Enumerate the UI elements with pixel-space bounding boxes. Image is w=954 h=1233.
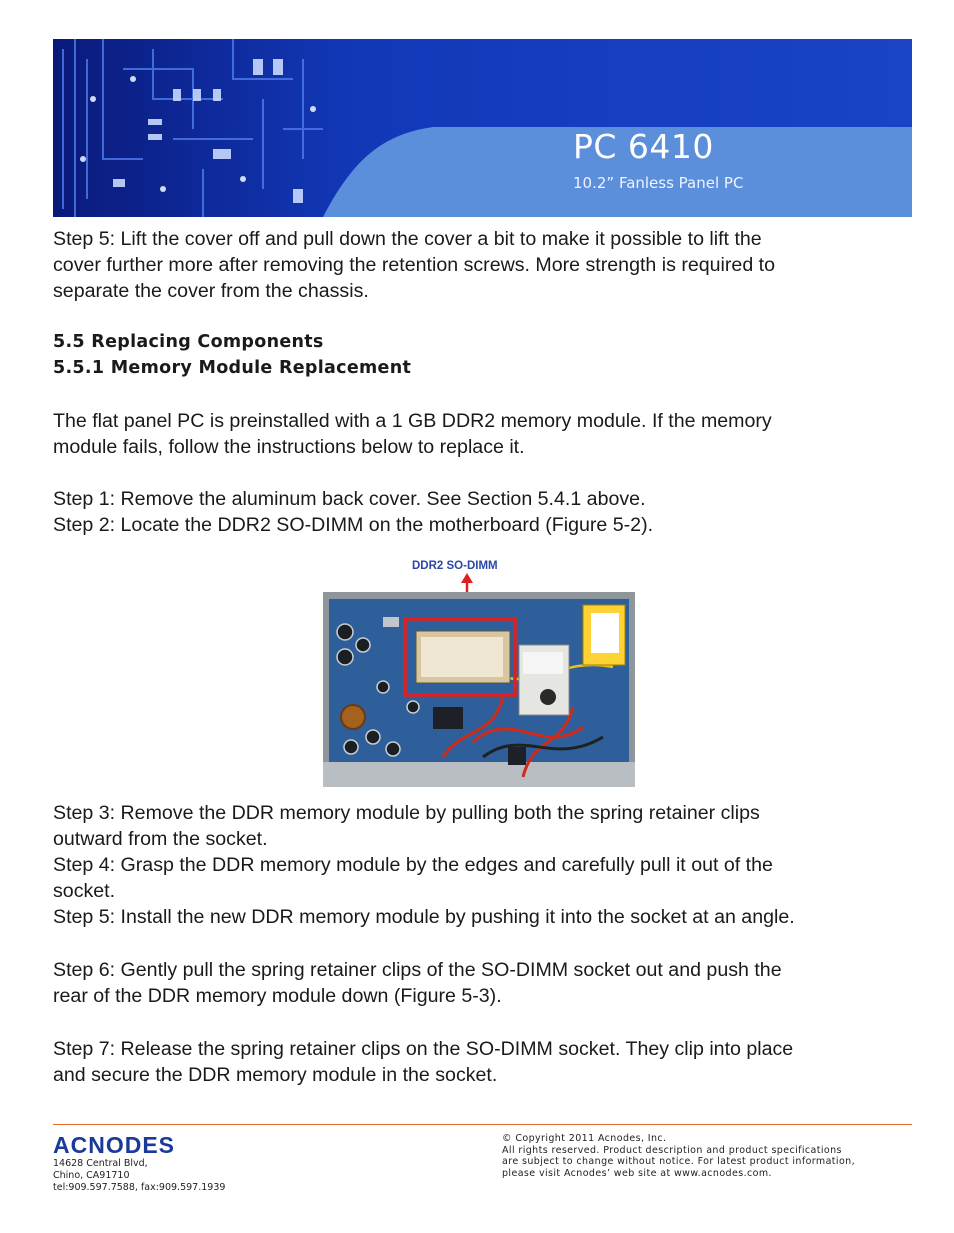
motherboard-figure	[323, 557, 635, 787]
copyright-line4: please visit Acnodes’ web site at www.acnodes.com.	[502, 1167, 772, 1179]
address-line2: Chino, CA91710	[53, 1170, 130, 1181]
svg-text:ACNODES: ACNODES	[53, 1132, 176, 1157]
motherboard-photo	[323, 557, 635, 787]
step5-text: Step 5: Install the new DDR memory module by pushing it into the socket at an angle.	[53, 906, 795, 928]
address-phone: tel:909.597.7588, fax:909.597.1939	[53, 1182, 226, 1193]
step7-line1: Step 7: Release the spring retainer clips on the SO-DIMM socket. They clip into place	[53, 1038, 794, 1060]
intro-line2: module fails, follow the instructions below to replace it.	[53, 436, 525, 458]
copyright-notice	[502, 1133, 855, 1179]
product-subtitle: 10.2” Fanless Panel PC	[573, 174, 744, 192]
section-heading: 5.5 Replacing Components	[53, 332, 324, 352]
step4-line2: socket.	[53, 880, 116, 902]
step2-text: Step 2: Locate the DDR2 SO-DIMM on the motherboard (Figure 5-2).	[53, 514, 654, 536]
copyright-line3: are subject to change without notice. For latest product information,	[502, 1156, 856, 1167]
step7-line2: and secure the DDR memory module in the socket.	[53, 1064, 498, 1086]
step5-top-line2: cover further more after removing the retention screws. More strength is required to	[53, 254, 776, 276]
step1-text: Step 1: Remove the aluminum back cover. See Section 5.4.1 above.	[53, 488, 646, 510]
intro-line1: The flat panel PC is preinstalled with a 1 GB DDR2 memory module. If the memory	[53, 410, 772, 432]
copyright-line1: © Copyright 2011 Acnodes, Inc.	[502, 1133, 667, 1144]
step4-line1: Step 4: Grasp the DDR memory module by the edges and carefully pull it out of the	[53, 854, 773, 876]
product-title: PC 6410	[573, 127, 714, 166]
figure-label: DDR2 SO-DIMM	[412, 560, 498, 572]
address-line1: 14628 Central Blvd,	[53, 1158, 148, 1169]
copyright-line2: All rights reserved. Product description and product specifications	[502, 1144, 842, 1156]
circuit-board-graphic	[53, 39, 912, 217]
company-address	[53, 1158, 225, 1194]
acnodes-logo-mark	[53, 1131, 213, 1157]
step5-top-line1: Step 5: Lift the cover off and pull down the cover a bit to make it possible to lift the	[53, 228, 762, 250]
step6-line2: rear of the DDR memory module down (Figure 5-3).	[53, 985, 502, 1007]
subsection-heading: 5.5.1 Memory Module Replacement	[53, 358, 412, 378]
step3-line1: Step 3: Remove the DDR memory module by pulling both the spring retainer clips	[53, 802, 760, 824]
footer-rule	[53, 1124, 912, 1125]
header-banner	[53, 39, 912, 217]
step6-line1: Step 6: Gently pull the spring retainer clips of the SO-DIMM socket out and push the	[53, 959, 782, 981]
step3-line2: outward from the socket.	[53, 828, 268, 850]
step5-top-line3: separate the cover from the chassis.	[53, 280, 369, 302]
